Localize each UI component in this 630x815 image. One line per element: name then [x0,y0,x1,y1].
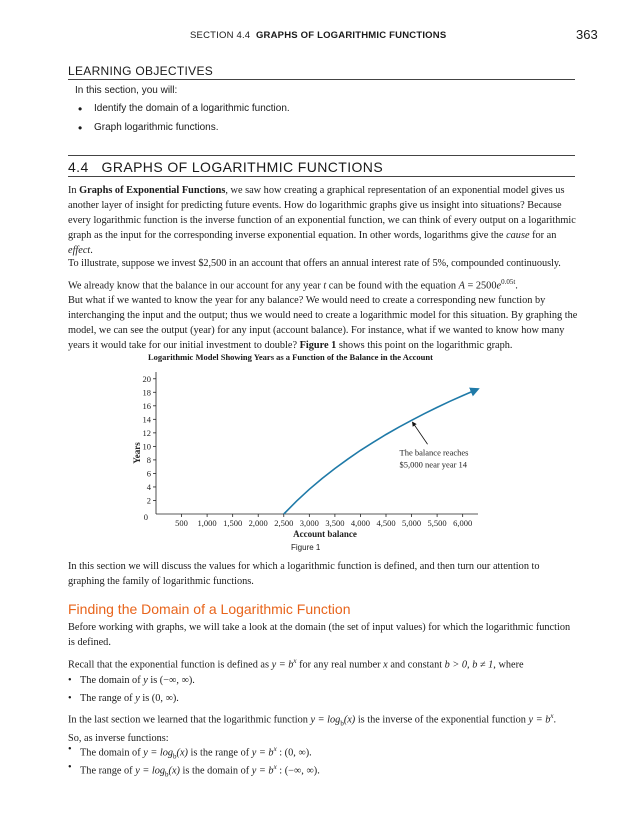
y-tick-label: 12 [142,427,151,438]
x-tick-label: 3,500 [325,518,345,528]
learning-objectives-list [78,103,290,141]
paragraph-intro: In Graphs of Exponential Functions, we saw how creating a graphical representation of an exponential model gives us another layer of insight for predicting future events. How do logarithmic graphs give us insight into situations? Because every logarithmic function is the inverse function of an exponential function, we can think of every output on a logarithmic graph as the input for the corresponding inverse exponential equation. In other words, logarithms give the cause for an effect. [68,185,576,256]
learning-objectives-intro: In this section, you will: [75,85,178,96]
paragraph-overview: In this section we will discuss the values for which a logarithmic function is defined, and then turn our attention to graphing the family of logarithmic functions. [68,561,540,587]
annotation-arrow [413,422,428,444]
y-tick-label: 20 [142,373,151,384]
paragraph-domain-intro: Before working with graphs, we will take a look at the domain (the set of input values) for which the logarithmic function is defined. [68,622,571,648]
running-header [190,30,446,41]
y-tick-label: 2 [146,495,151,506]
list-item: • The domain of y is (−∞, ∞). [80,673,195,688]
list-item: • The range of $y = \log_b(x)$ is the domain of $y = b^x$ : (−∞, ∞). [80,760,320,782]
annotation-label: The balance reaches [399,447,469,458]
list-item: • Identify the domain of a logarithmic function. [78,103,290,122]
x-tick-label: 1,500 [223,518,243,528]
x-tick-label: 4,000 [350,518,371,528]
page-number: 363 [576,27,598,42]
x-tick-label: 500 [175,518,188,528]
x-tick-label: 1,000 [197,518,217,528]
subsection-heading: Finding the Domain of a Logarithmic Function [68,601,351,617]
annotation-label: $5,000 near year 14 [399,459,468,470]
list-item: • Graph logarithmic functions. [78,122,290,141]
divider [68,155,575,156]
y-tick-label: 14 [142,414,151,425]
y-tick-label: 16 [142,400,151,411]
figure-reference: Figure 1 [299,340,337,351]
divider [68,79,575,80]
x-tick-label: 6,000 [453,518,473,528]
y-tick-label: 18 [142,387,151,398]
x-tick-label: 5,500 [427,518,447,528]
paragraph-question: But what if we wanted to know the year for any balance? We would need to create a corresponding new function by interchanging the input and the output; thus we would need to create a logarithmic model for this situation. By graphing the model, we can see the output (year) for any input (account balance). For instance, what if we wanted to know how many years it would take for our initial investment to double? Figure 1 shows this point on the logarithmic graph. [68,295,578,351]
y-tick-label: 4 [146,481,151,492]
y-tick-label: 10 [142,441,151,452]
x-tick-label: 2,500 [274,518,294,528]
section-heading: 4.4 GRAPHS OF LOGARITHMIC FUNCTIONS [68,159,384,175]
paragraph-inverse: In the last section we learned that the logarithmic function $y = \log_b(x)$ is the inverse of the exponential function $y = b^x$. So, as inverse functions: [68,712,557,745]
x-tick-label: 3,000 [299,518,319,528]
chart-title: Logarithmic Model Showing Years as a Function of the Balance in the Account [148,352,433,362]
x-tick-label: 5,000 [401,518,422,528]
x-axis-label: Account balance [293,529,357,539]
x-tick-label: 2,000 [248,518,268,528]
paragraph-illustrate: To illustrate, suppose we invest $2,500 in an account that offers an annual interest rate of 5%, compounded continuously. [68,258,561,269]
learning-objectives-title: LEARNING OBJECTIVES [68,64,214,78]
x-tick-label: 4,500 [376,518,396,528]
paragraph-equation: We already know that the balance in our account for any year t can be found with the equation $A = 2500e^{0.05t}$. [68,278,518,292]
list-item: • The domain of $y = \log_b(x)$ is the range of $y = b^x$ : (0, ∞). [80,742,312,764]
cross-reference: Graphs of Exponential Functions [79,185,226,196]
section-running-title: GRAPHS OF LOGARITHMIC FUNCTIONS [255,30,447,41]
section-label: SECTION 4.4 [190,30,251,41]
y-tick-label: 6 [146,468,151,479]
paragraph-exponential-def: Recall that the exponential function is defined as $y = b^x$ for any real number x and constant b > 0, b ≠ 1, where [68,657,524,671]
origin-label: 0 [143,512,148,522]
chart-figure [118,362,498,540]
divider [68,176,575,177]
y-tick-label: 8 [146,454,151,465]
list-item: • The range of y is (0, ∞). [80,691,179,706]
y-axis-label: Years [132,442,142,464]
figure-caption: Figure 1 [291,543,321,552]
